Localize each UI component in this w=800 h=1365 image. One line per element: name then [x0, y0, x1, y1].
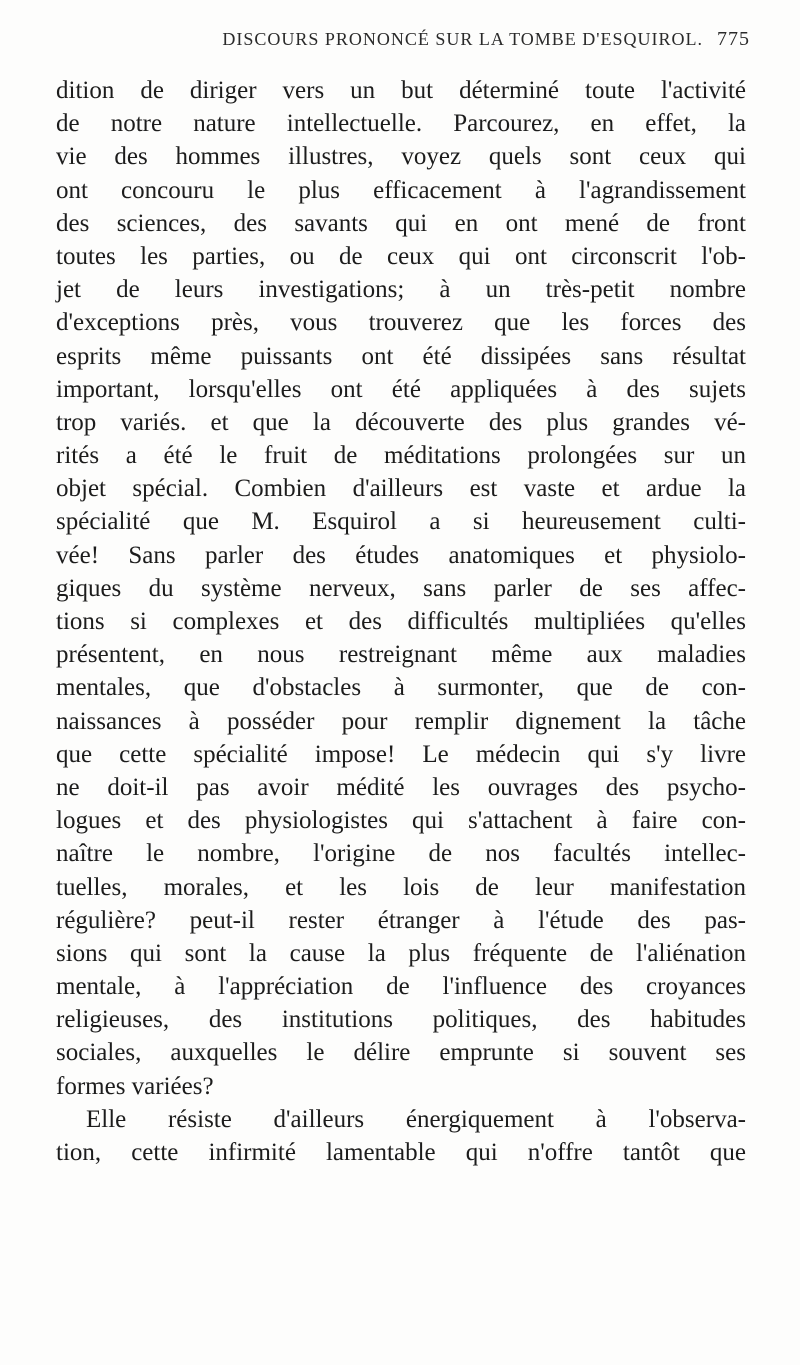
running-head [56, 28, 750, 64]
text-line: régulière? peut-il rester étranger à l'étude des pas- [56, 906, 746, 934]
paragraph-end-line: formes variées? [56, 1072, 214, 1100]
text-line: esprits même puissants ont été dissipées sans résultat [56, 342, 746, 370]
text-line: spécialité que M. Esquirol a si heureusement culti- [56, 508, 746, 536]
text-line: mentale, à l'appréciation de l'influence des croyances [56, 973, 746, 1001]
text-line: naître le nombre, l'origine de nos facultés intellec- [56, 840, 746, 868]
text-line: important, lorsqu'elles ont été appliquées à des sujets [56, 375, 746, 403]
text-line: ont concouru le plus efficacement à l'agrandissement [56, 176, 746, 204]
text-line: d'exceptions près, vous trouverez que les forces des [56, 309, 746, 337]
text-line: giques du système nerveux, sans parler de ses affec- [56, 574, 746, 602]
text-line: rités a été le fruit de méditations prolongées sur un [56, 442, 746, 470]
body-text [56, 74, 746, 1169]
text-line: religieuses, des institutions politiques, des habitudes [56, 1006, 746, 1034]
text-line: sions qui sont la cause la plus fréquente de l'aliénation [56, 939, 746, 967]
text-line: naissances à posséder pour remplir dignement la tâche [56, 707, 746, 735]
text-line: tuelles, morales, et les lois de leur manifestation [56, 873, 746, 901]
text-line: ne doit-il pas avoir médité les ouvrages des psycho- [56, 773, 746, 801]
text-line: que cette spécialité impose! Le médecin qui s'y livre [56, 740, 746, 768]
text-line: des sciences, des savants qui en ont mené de front [56, 209, 746, 237]
text-line: présentent, en nous restreignant même aux maladies [56, 641, 746, 669]
text-line: jet de leurs investigations; à un très-petit nombre [56, 276, 746, 304]
page-number: 775 [717, 28, 750, 50]
text-line: mentales, que d'obstacles à surmonter, que de con- [56, 674, 746, 702]
text-line: tion, cette infirmité lamentable qui n'offre tantôt que [56, 1139, 746, 1166]
text-line: vée! Sans parler des études anatomiques et physiolo- [56, 541, 746, 569]
text-line: vie des hommes illustres, voyez quels sont ceux qui [56, 143, 746, 171]
text-line: trop variés. et que la découverte des plus grandes vé- [56, 408, 746, 436]
text-line: tions si complexes et des difficultés multipliées qu'elles [56, 608, 746, 635]
text-line: logues et des physiologistes qui s'attachent à faire con- [56, 807, 746, 835]
text-line: dition de diriger vers un but déterminé toute l'activité [56, 77, 746, 104]
text-line: toutes les parties, ou de ceux qui ont circonscrit l'ob- [56, 242, 746, 270]
text-line: de notre nature intellectuelle. Parcourez, en effet, la [56, 110, 746, 138]
running-title: DISCOURS PRONONCÉ SUR LA TOMBE D'ESQUIROL. [222, 29, 703, 49]
text-line: sociales, auxquelles le délire emprunte si souvent ses [56, 1039, 746, 1067]
paragraph-start-line: Elle résiste d'ailleurs énergiquement à l'observa- [86, 1105, 746, 1133]
text-line: objet spécial. Combien d'ailleurs est vaste et ardue la [56, 475, 746, 503]
